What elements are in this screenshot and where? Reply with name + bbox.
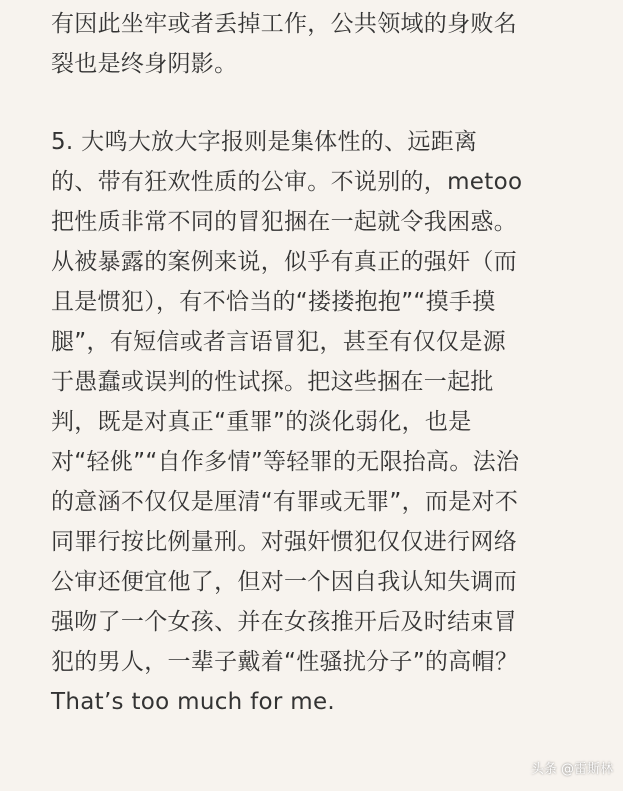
text-line: 判，既是对真正“重罪”的淡化弱化，也是 — [51, 409, 472, 435]
text-line: 腿”，有短信或者言语冒犯，甚至有仅仅是源 — [51, 329, 506, 355]
toutiao-watermark — [531, 758, 613, 777]
text-line: 强吻了一个女孩、并在女孩推开后及时结束冒 — [51, 609, 517, 635]
text-line: 5. 大鸣大放大字报则是集体性的、远距离 — [51, 129, 478, 155]
paragraph-gap — [51, 84, 605, 122]
watermark-text: 头条 @雷斯林 — [530, 762, 613, 777]
text-line: 从被暴露的案例来说，似乎有真正的强奸（而 — [51, 249, 517, 275]
text-line: 把性质非常不同的冒犯捆在一起就令我困惑。 — [51, 209, 517, 235]
text-line: 的意涵不仅仅是厘清“有罪或无罪”，而是对不 — [51, 489, 519, 515]
text-line: 裂也是终身阴影。 — [51, 51, 238, 77]
paragraph-5 — [51, 122, 605, 722]
text-line: 且是惯犯），有不恰当的“搂搂抱抱”“摸手摸 — [51, 289, 496, 315]
text-line: 于愚蠢或误判的性试探。把这些捆在一起批 — [51, 369, 494, 395]
text-line: 有因此坐牢或者丢掉工作，公共领域的身败名 — [51, 11, 517, 37]
text-line: 的、带有狂欢性质的公审。不说别的，metoo — [51, 169, 523, 195]
text-line: 公审还便宜他了，但对一个因自我认知失调而 — [51, 569, 517, 595]
text-line: That’s too much for me. — [51, 689, 336, 715]
text-line: 对“轻佻”“自作多情”等轻罪的无限抬高。法治 — [51, 449, 520, 475]
text-line: 同罪行按比例量刑。对强奸惯犯仅仅进行网络 — [51, 529, 517, 555]
text-line: 犯的男人，一辈子戴着“性骚扰分子”的高帽？ — [51, 649, 519, 675]
previous-paragraph — [51, 4, 605, 84]
